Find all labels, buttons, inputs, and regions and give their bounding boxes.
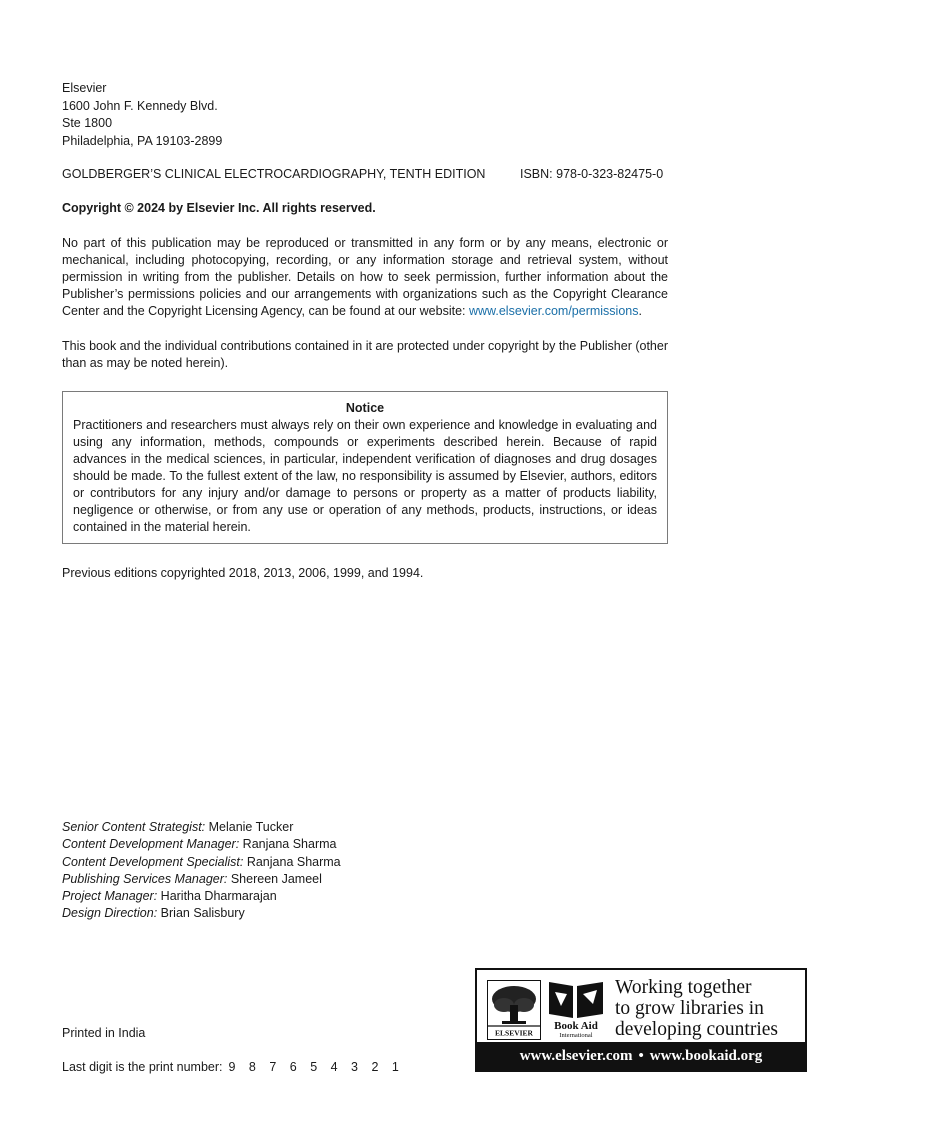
credit-role: Senior Content Strategist: bbox=[62, 820, 206, 834]
book-title: GOLDBERGER’S CLINICAL ELECTROCARDIOGRAPHY, TENTH EDITION bbox=[62, 167, 486, 181]
credit-line bbox=[62, 854, 341, 871]
credit-name: Shereen Jameel bbox=[227, 871, 322, 886]
credit-line bbox=[62, 888, 341, 905]
book-aid-logo bbox=[475, 968, 807, 1072]
book-aid-international-label: International bbox=[559, 1032, 593, 1039]
credit-line bbox=[62, 905, 341, 922]
book-aid-icon bbox=[547, 978, 605, 1040]
elsevier-tree-logo-icon bbox=[487, 980, 541, 1040]
credit-name: Ranjana Sharma bbox=[239, 837, 337, 852]
print-numbers: 9 8 7 6 5 4 3 2 1 bbox=[228, 1060, 404, 1074]
credit-role: Publishing Services Manager: bbox=[62, 871, 228, 886]
address-line: Ste 1800 bbox=[62, 116, 113, 130]
slogan-line: to grow libraries in bbox=[615, 998, 764, 1019]
permissions-link[interactable]: www.elsevier.com/permissions bbox=[468, 304, 639, 318]
notice-heading: Notice bbox=[345, 401, 385, 415]
slogan-line: developing countries bbox=[615, 1019, 778, 1040]
elsevier-url[interactable]: www.elsevier.com bbox=[519, 1048, 633, 1064]
credit-role: Content Development Specialist: bbox=[62, 854, 244, 869]
credit-line bbox=[62, 819, 341, 836]
book-aid-label: Book Aid bbox=[554, 1020, 598, 1032]
publisher-address bbox=[62, 80, 222, 150]
credit-name: Ranjana Sharma bbox=[243, 854, 341, 869]
title-isbn-line bbox=[62, 166, 668, 183]
credit-role: Content Development Manager: bbox=[62, 837, 240, 852]
print-number-line bbox=[62, 1059, 404, 1076]
permissions-text: No part of this publication may be reproduced or transmitted in any form or by any means, electronic or mechanical, including photocopying, recording, or any information storage and retrieval system, without permission in writing from the publisher. Details on how to seek permission, further information about the Publisher’s permissions policies and our arrangements with organizations such as the Copyright Clearance Center and the Copyright Licensing Agency, can be found at our website: bbox=[62, 236, 668, 318]
previous-editions: Previous editions copyrighted 2018, 2013, 2006, 1999, and 1994. bbox=[62, 566, 424, 580]
elsevier-logo-label: ELSEVIER bbox=[495, 1028, 533, 1038]
address-line: 1600 John F. Kennedy Blvd. bbox=[62, 98, 218, 113]
credit-line bbox=[62, 871, 341, 888]
bookaid-url[interactable]: www.bookaid.org bbox=[649, 1048, 763, 1064]
address-line: Elsevier bbox=[62, 81, 107, 95]
isbn: ISBN: 978-0-323-82475-0 bbox=[520, 167, 664, 181]
printed-in: Printed in India bbox=[62, 1026, 146, 1040]
notice-box bbox=[62, 391, 668, 544]
copyright-statement: Copyright © 2024 by Elsevier Inc. All rights reserved. bbox=[62, 201, 376, 215]
address-line: Philadelphia, PA 19103-2899 bbox=[62, 133, 223, 148]
protection-paragraph: This book and the individual contributions contained in it are protected under copyright by the Publisher (other than as may be noted herein). bbox=[62, 339, 668, 370]
permissions-end: . bbox=[638, 304, 642, 318]
credits-list bbox=[62, 819, 341, 923]
logo-url-bar bbox=[477, 1042, 805, 1070]
credit-role: Project Manager: bbox=[62, 889, 158, 904]
notice-body: Practitioners and researchers must always rely on their own experience and knowledge in evaluating and using any information, methods, compounds or experiments described herein. Because of rapid advances in the medical sciences, in particular, independent verification of diagnoses and drug dosages should be made. To the fullest extent of the law, no responsibility is assumed by Elsevier, authors, editors or contributors for any injury and/or damage to persons or property as a matter of products liability, negligence or otherwise, or from any use or operation of any methods, products, instructions, or ideas contained in the material herein. bbox=[73, 418, 657, 534]
credit-name: Melanie Tucker bbox=[205, 820, 294, 834]
credit-role: Design Direction: bbox=[62, 906, 158, 921]
credit-name: Haritha Dharmarajan bbox=[157, 889, 277, 904]
logo-slogan bbox=[615, 977, 778, 1040]
url-separator: • bbox=[638, 1048, 644, 1064]
permissions-paragraph bbox=[62, 235, 668, 320]
slogan-line: Working together bbox=[615, 977, 752, 998]
print-number-label: Last digit is the print number: bbox=[62, 1060, 223, 1074]
credit-line bbox=[62, 836, 341, 853]
credit-name: Brian Salisbury bbox=[157, 906, 245, 921]
